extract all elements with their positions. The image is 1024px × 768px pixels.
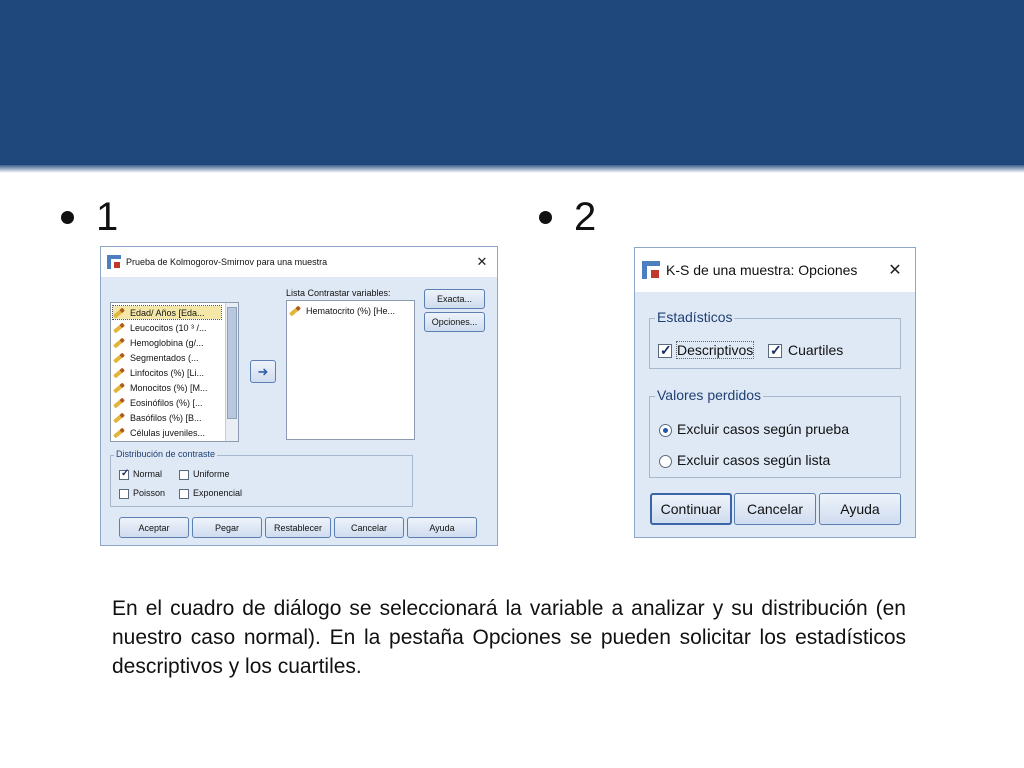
close-icon[interactable]: ✕	[888, 262, 902, 279]
exact-button[interactable]: Exacta...	[424, 289, 485, 309]
list-item[interactable]: Segmentados (...	[113, 351, 199, 364]
spss-app-icon	[107, 255, 121, 269]
missing-values-group	[649, 387, 901, 478]
reset-button[interactable]: Restablecer	[265, 517, 331, 538]
uniform-label: Uniforme	[193, 469, 230, 479]
accept-button[interactable]: Aceptar	[119, 517, 189, 538]
scale-variable-icon	[113, 397, 125, 408]
list-item[interactable]: Monocitos (%) [M...	[113, 381, 208, 394]
scale-variable-icon	[113, 367, 125, 378]
exclude-list-radio[interactable]	[659, 455, 672, 468]
slide-header-banner	[0, 0, 1024, 165]
bullet-1	[61, 192, 118, 242]
exclude-test-label: Excluir casos según prueba	[677, 421, 849, 437]
scale-variable-icon	[113, 307, 125, 318]
spss-app-icon	[642, 261, 660, 279]
statistics-group-label: Estadísticos	[657, 309, 733, 325]
descriptives-checkbox[interactable]: ✓	[660, 342, 672, 358]
scale-variable-icon	[113, 337, 125, 348]
source-variable-list[interactable]	[110, 302, 239, 442]
list-item[interactable]: Edad/ Años [Eda...	[113, 306, 221, 319]
dialog-titlebar	[101, 247, 497, 277]
test-variable-list[interactable]	[286, 300, 415, 440]
list-item[interactable]: Eosinófilos (%) [...	[113, 396, 203, 409]
dialog-title: Prueba de Kolmogorov-Smirnov para una muestra	[126, 257, 328, 267]
list-item[interactable]: Células juveniles...	[113, 426, 205, 439]
quartiles-label: Cuartiles	[788, 342, 844, 358]
options-button[interactable]: Opciones...	[424, 312, 485, 332]
list-scrollbar[interactable]	[225, 303, 239, 441]
dialog-title: K-S de una muestra: Opciones	[666, 262, 858, 278]
bullet-2-label: 2	[574, 195, 597, 239]
list-item[interactable]: Basófilos (%) [B...	[113, 411, 202, 424]
bullet-dot	[539, 211, 552, 224]
distribution-group-label: Distribución de contraste	[116, 449, 216, 459]
list-item[interactable]: Linfocitos (%) [Li...	[113, 366, 204, 379]
cancel-button[interactable]: Cancelar	[334, 517, 404, 538]
bullet-1-label: 1	[96, 195, 119, 239]
continue-button[interactable]: Continuar	[650, 493, 732, 525]
normal-label: Normal	[133, 469, 163, 479]
slide-header-edge	[0, 165, 1024, 173]
list-item[interactable]: Leucocitos (10 ³ /...	[113, 321, 207, 334]
statistics-group	[649, 309, 901, 369]
dialog-titlebar	[635, 248, 915, 292]
slide-caption: En el cuadro de diálogo se seleccionará la variable a analizar y su distribución (en nuestro caso normal). En la pestaña Opciones se pueden solicitar los estadísticos descriptivos y los cuartiles.	[112, 597, 906, 678]
list-item[interactable]: Hemoglobina (g/...	[113, 336, 204, 349]
bullet-dot	[61, 211, 74, 224]
distribution-group	[110, 449, 413, 507]
test-list-label: Lista Contrastar variables:	[286, 288, 391, 298]
bullet-2	[539, 192, 596, 242]
poisson-checkbox[interactable]	[119, 489, 129, 499]
missing-values-group-label: Valores perdidos	[657, 387, 762, 403]
uniform-checkbox[interactable]	[179, 470, 189, 480]
scale-variable-icon	[113, 352, 125, 363]
quartiles-checkbox[interactable]: ✓	[770, 342, 782, 358]
help-button[interactable]: Ayuda	[819, 493, 901, 525]
ks-options-dialog	[634, 247, 916, 538]
paste-button[interactable]: Pegar	[192, 517, 262, 538]
exclude-list-label: Excluir casos según lista	[677, 452, 831, 468]
close-icon[interactable]: ✕	[476, 254, 488, 269]
normal-checkbox[interactable]: ✓	[121, 468, 130, 479]
move-variable-button[interactable]: ➜	[250, 360, 276, 383]
scrollbar-thumb[interactable]	[227, 307, 237, 419]
scale-variable-icon	[113, 427, 125, 438]
exclude-test-radio[interactable]	[659, 424, 672, 437]
ks-test-dialog	[100, 246, 498, 546]
scale-variable-icon	[289, 305, 301, 316]
list-item[interactable]: Hematocrito (%) [He...	[289, 304, 395, 317]
cancel-button[interactable]: Cancelar	[734, 493, 816, 525]
exponential-label: Exponencial	[193, 488, 243, 498]
exponential-checkbox[interactable]	[179, 489, 189, 499]
poisson-label: Poisson	[133, 488, 166, 498]
scale-variable-icon	[113, 412, 125, 423]
descriptives-label: Descriptivos	[677, 342, 754, 358]
help-button[interactable]: Ayuda	[407, 517, 477, 538]
scale-variable-icon	[113, 322, 125, 333]
scale-variable-icon	[113, 382, 125, 393]
